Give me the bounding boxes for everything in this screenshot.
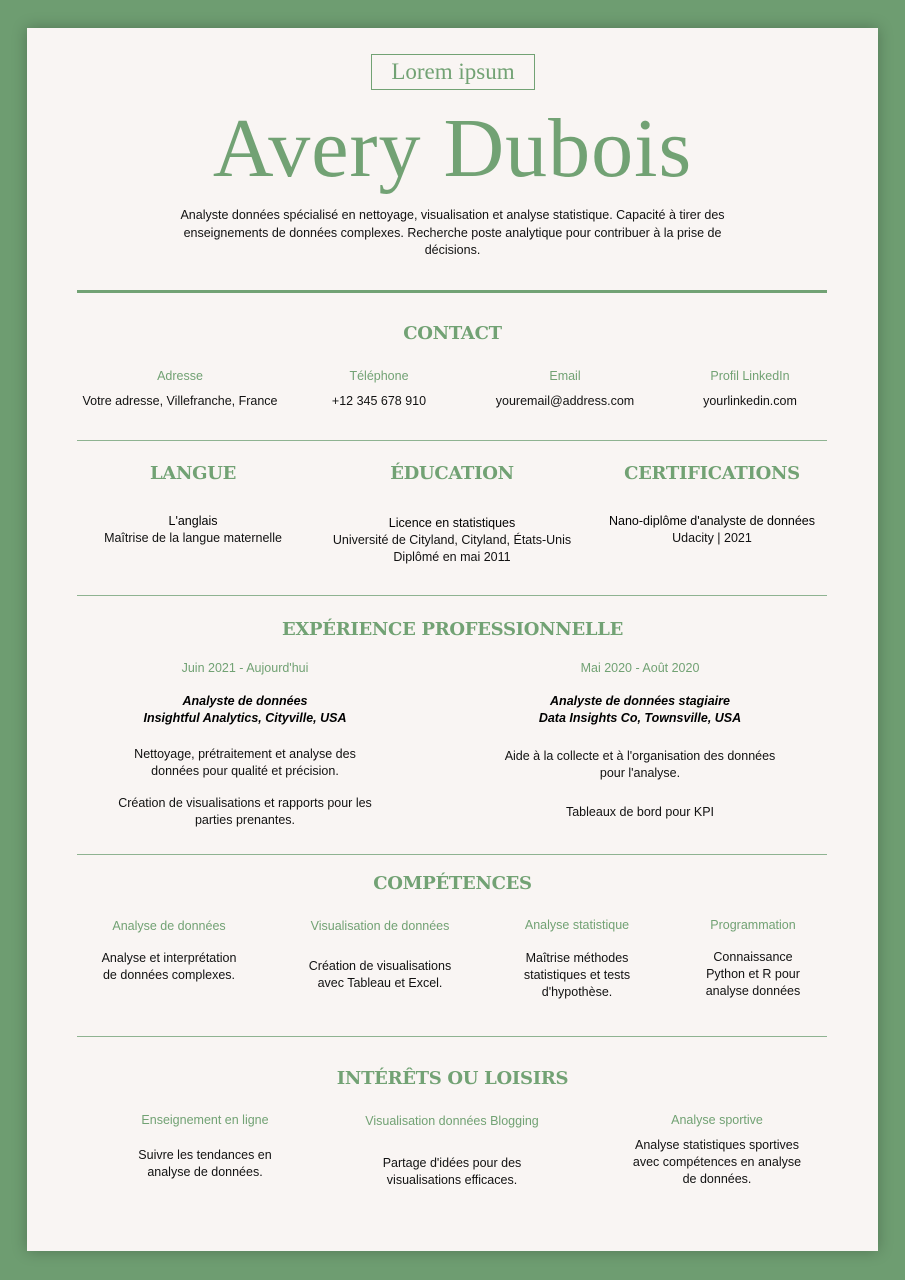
skill-text: Connaissance Python et R pour analyse données (705, 950, 801, 998)
job-point: Aide à la collecte et à l'organisation des données pour l'analyse. (504, 749, 776, 780)
interest-label: Analyse sportive (671, 1113, 763, 1127)
header-tag: Lorem ipsum (371, 54, 535, 90)
divider (77, 854, 827, 855)
interest-label: Enseignement en ligne (141, 1113, 269, 1127)
skill-label: Programmation (710, 918, 796, 932)
job-dates: Juin 2021 - Aujourd'hui (181, 661, 309, 675)
job-point: Nettoyage, prétraitement et analyse des données pour qualité et précision. (134, 747, 356, 778)
contact-label: Email (549, 369, 581, 383)
candidate-name: Avery Dubois (212, 102, 693, 195)
contact-label: Profil LinkedIn (710, 369, 790, 383)
interest-text: Partage d'idées pour des visualisations efficaces. (382, 1156, 522, 1187)
contact-value: Votre adresse, Villefranche, France (82, 394, 278, 408)
certifications-heading: CERTIFICATIONS (624, 463, 800, 484)
langue-heading: LANGUE (149, 463, 237, 484)
skill-text: Création de visualisations avec Tableau et Excel. (308, 959, 452, 990)
experience-heading: EXPÉRIENCE PROFESSIONNELLE (281, 619, 624, 640)
skill-label: Visualisation de données (310, 919, 450, 933)
divider (77, 290, 827, 293)
langue-level: Maîtrise de la langue maternelle (104, 531, 282, 545)
contact-value: yourlinkedin.com (703, 394, 797, 408)
job-company: Data Insights Co, Townsville, USA (538, 711, 742, 725)
divider (77, 440, 827, 441)
contact-value: youremail@address.com (495, 394, 635, 408)
education-date: Diplômé en mai 2011 (393, 550, 511, 564)
job-role: Analyste de données stagiaire (550, 694, 730, 708)
skill-label: Analyse de données (112, 919, 226, 933)
interest-text: Analyse statistiques sportives avec compétences en analyse de données. (632, 1138, 802, 1186)
skill-text: Maîtrise méthodes statistiques et tests d'hypothèse. (523, 951, 631, 999)
resume-page (27, 28, 878, 1251)
langue-name: L'anglais (168, 514, 218, 528)
contact-heading: CONTACT (403, 323, 502, 344)
contact-label: Téléphone (349, 369, 409, 383)
contact-value: +12 345 678 910 (331, 394, 427, 408)
interest-text: Suivre les tendances en analyse de données. (138, 1148, 272, 1179)
job-role: Analyste de données (182, 694, 308, 708)
skill-label: Analyse statistique (524, 918, 630, 932)
education-heading: ÉDUCATION (390, 463, 514, 484)
education-school: Université de Cityland, Cityland, États-Unis (332, 533, 572, 547)
contact-label: Adresse (157, 369, 203, 383)
skills-heading: COMPÉTENCES (373, 873, 532, 894)
interests-heading: INTÉRÊTS OU LOISIRS (336, 1068, 569, 1089)
job-point: Création de visualisations et rapports pour les parties prenantes. (118, 796, 372, 827)
interest-label: Visualisation données Blogging (365, 1114, 539, 1128)
education-degree: Licence en statistiques (388, 516, 516, 530)
certification-name: Nano-diplôme d'analyste de données (609, 514, 815, 528)
divider (77, 595, 827, 596)
job-company: Insightful Analytics, Cityville, USA (143, 711, 347, 725)
divider (77, 1036, 827, 1037)
certification-issuer: Udacity | 2021 (672, 531, 752, 545)
job-point: Tableaux de bord pour KPI (565, 805, 715, 819)
skill-text: Analyse et interprétation de données complexes. (101, 951, 237, 982)
summary: Analyste données spécialisé en nettoyage, visualisation et analyse statistique. Capacité à tirer des enseignements de données complexes. Recherche poste analytique pour contribuer à la prise de décisions. (180, 208, 725, 257)
job-dates: Mai 2020 - Août 2020 (580, 661, 700, 675)
